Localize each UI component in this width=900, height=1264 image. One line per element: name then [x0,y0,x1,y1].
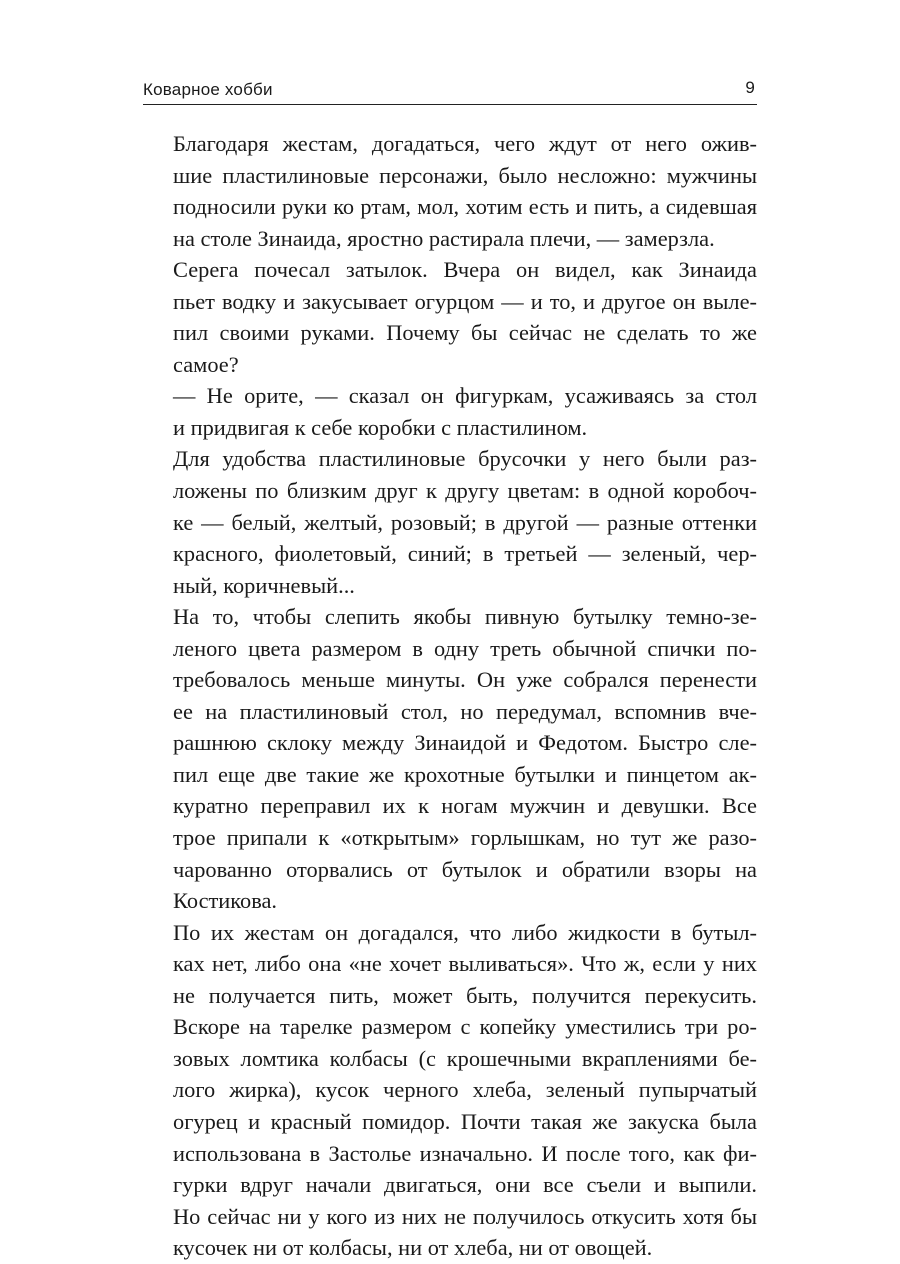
text-line: самое? [173,351,239,377]
text-line: на столе Зинаида, яростно растирала плечи, — замерзла. [173,225,715,251]
text-line: и придвигая к себе коробки с пластилином. [173,414,588,440]
running-header [143,74,757,105]
body-text [143,128,757,1264]
text-line: лого жирка), кусок черного хлеба, зеленый пупырчатый [173,1077,757,1103]
paragraph [143,443,757,601]
text-line: ный, коричневый... [173,572,355,598]
paragraph [143,254,757,380]
text-line: ках нет, либо она «не хочет выливаться». Что ж, если у них [173,951,757,977]
text-line: — Не орите, — сказал он фигуркам, усаживаясь за стол [173,383,757,409]
text-line: Серега почесал затылок. Вчера он видел, как Зинаида [173,257,757,283]
text-line: пьет водку и закусывает огурцом — и то, и другое он выле- [173,288,757,314]
text-line: гурки вдруг начали двигаться, они все съели и выпили. [173,1172,757,1198]
text-line: ложены по близким друг к другу цветам: в одной коробоч- [173,478,757,504]
page-number: 9 [745,78,755,97]
paragraph [143,917,757,1264]
text-line: пил еще две такие же крохотные бутылки и пинцетом ак- [173,761,757,787]
paragraph [143,601,757,916]
text-line: чарованно оторвались от бутылок и обратили взоры на [173,856,757,882]
paragraph [143,380,757,443]
text-line: Вскоре на тарелке размером с копейку уместились три ро- [173,1014,757,1040]
text-line: Но сейчас ни у кого из них не получилось откусить хотя бы [173,1203,757,1229]
paragraph [143,128,757,254]
text-line: леного цвета размером в одну треть обычной спички по- [173,635,757,661]
text-line: использована в Застолье изначально. И после того, как фи- [173,1140,757,1166]
text-line: зовых ломтика колбасы (с крошечными вкраплениями бе- [173,1045,757,1071]
text-line: пил своими руками. Почему бы сейчас не сделать то же [173,320,757,346]
text-line: ее на пластилиновый стол, но передумал, вспомнив вче- [173,698,757,724]
text-line: ке — белый, желтый, розовый; в другой — разные оттенки [173,509,757,535]
text-line: шие пластилиновые персонажи, было несложно: мужчины [173,162,757,188]
text-line: подносили руки ко ртам, мол, хотим есть и пить, а сидевшая [173,194,757,220]
text-line: Благодаря жестам, догадаться, чего ждут от него ожив- [173,131,757,156]
running-title: Коварное хобби [143,80,273,99]
text-line: кусочек ни от колбасы, ни от хлеба, ни от овощей. [173,1235,653,1261]
text-line: огурец и красный помидор. Почти такая же закуска была [173,1108,757,1134]
text-line: требовалось меньше минуты. Он уже собрался перенести [173,667,757,693]
text-line: На то, чтобы слепить якобы пивную бутылку темно-зе- [173,604,757,630]
text-line: Костикова. [173,888,278,914]
text-line: трое припали к «открытым» горлышкам, но тут же разо- [173,825,757,851]
text-line: По их жестам он догадался, что либо жидкости в бутыл- [173,919,757,945]
text-line: не получается пить, может быть, получится перекусить. [173,982,757,1008]
text-line: красного, фиолетовый, синий; в третьей — зеленый, чер- [173,541,757,567]
text-line: рашнюю склоку между Зинаидой и Федотом. Быстро сле- [173,730,757,756]
text-line: Для удобства пластилиновые брусочки у него были раз- [173,446,757,472]
text-line: куратно переправил их к ногам мужчин и девушки. Все [173,793,757,819]
